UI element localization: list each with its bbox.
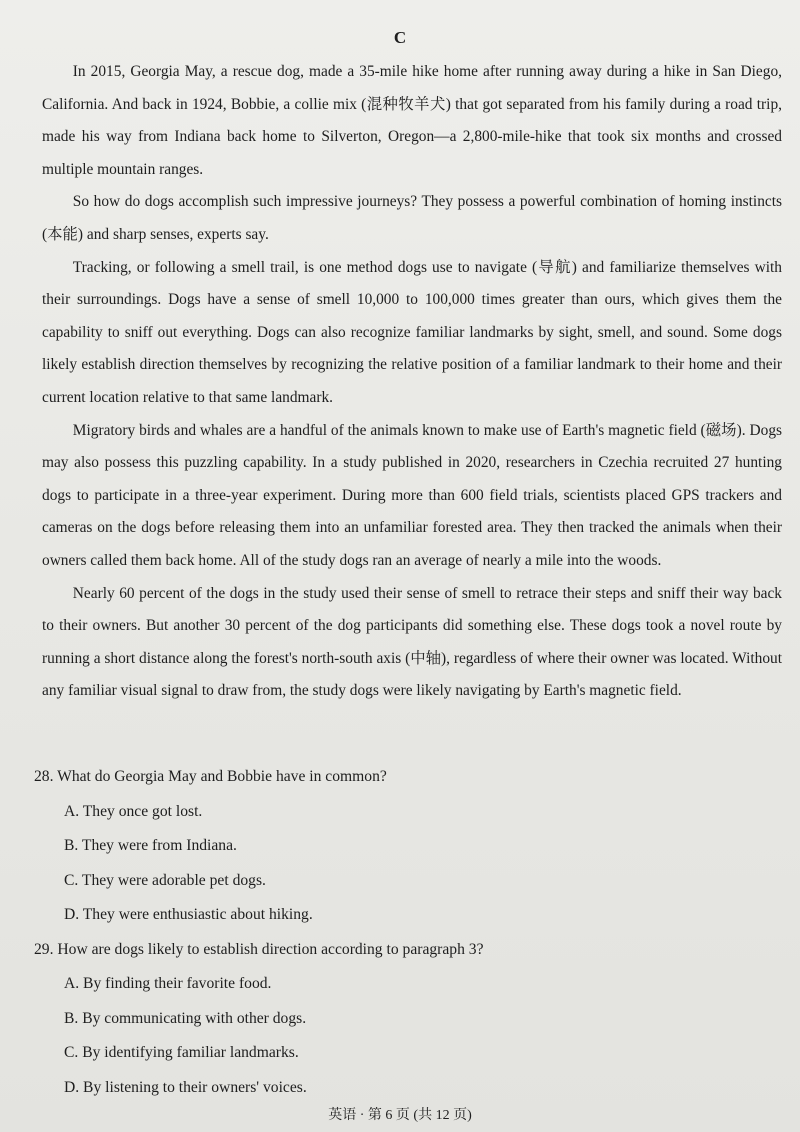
question-stem: 29. How are dogs likely to establish direction according to paragraph 3? <box>34 940 484 958</box>
option-d[interactable]: D. By listening to their owners' voices. <box>64 1078 307 1096</box>
option-a[interactable]: A. They once got lost. <box>64 802 203 820</box>
option-b[interactable]: B. They were from Indiana. <box>64 837 237 854</box>
passage-paragraph-1: In 2015, Georgia May, a rescue dog, made a 35-mile hike home after running away during a hike in San Diego, California. And back in 1924, Bobbie, a collie mix (混种牧羊犬) that got separated from his family during a road trip, made his way from Indiana back home to Silverton, Oregon—a 2,800-mile-hike that took six months and crossed multiple mountain ranges. <box>42 63 782 178</box>
question-list <box>34 760 774 1105</box>
option-c[interactable]: C. By identifying familiar landmarks. <box>64 1044 299 1061</box>
question-28 <box>34 760 774 933</box>
passage-paragraph-4: Migratory birds and whales are a handful of the animals known to make use of Earth's magnetic field (磁场). Dogs may also possess this puzzling capability. In a study published in 2020, researchers in Czechia recruited 27 hunting dogs to participate in a three-year experiment. During more than 600 field trials, scientists placed GPS trackers and cameras on the dogs before releasing them into an unfamiliar forested area. They then tracked the animals when their owners called them back home. All of the study dogs ran an average of nearly a mile into the woods. <box>42 421 782 569</box>
option-d[interactable]: D. They were enthusiastic about hiking. <box>64 906 313 923</box>
option-c[interactable]: C. They were adorable pet dogs. <box>64 871 266 889</box>
passage-paragraph-2: So how do dogs accomplish such impressive journeys? They possess a powerful combination of homing instincts (本能) and sharp senses, experts say. <box>42 193 782 243</box>
page-footer: 英语 · 第 6 页 (共 12 页) <box>328 1108 472 1123</box>
question-29 <box>34 933 774 1106</box>
passage-paragraph-5: Nearly 60 percent of the dogs in the study used their sense of smell to retrace their steps and sniff their way back to their owners. But another 30 percent of the dog participants did something else. These dogs took a novel route by running a short distance along the forest's north-south axis (中轴), regardless of where their owner was located. Without any familiar visual signal to draw from, the study dogs were likely navigating by Earth's magnetic field. <box>42 584 782 700</box>
option-b[interactable]: B. By communicating with other dogs. <box>64 1009 307 1027</box>
section-heading: C <box>393 28 407 47</box>
question-stem: 28. What do Georgia May and Bobbie have in common? <box>34 768 387 785</box>
reading-passage <box>42 56 782 708</box>
passage-paragraph-3: Tracking, or following a smell trail, is one method dogs use to navigate (导航) and familiarize themselves with their surroundings. Dogs have a sense of smell 10,000 to 100,000 times greater than ours, which gives them the capability to sniff out everything. Dogs can also recognize familiar landmarks by sight, smell, and sound. Some dogs likely establish direction themselves by recognizing the relative position of a familiar landmark to their home and their current location relative to that same landmark. <box>42 258 782 406</box>
option-a[interactable]: A. By finding their favorite food. <box>64 975 272 992</box>
